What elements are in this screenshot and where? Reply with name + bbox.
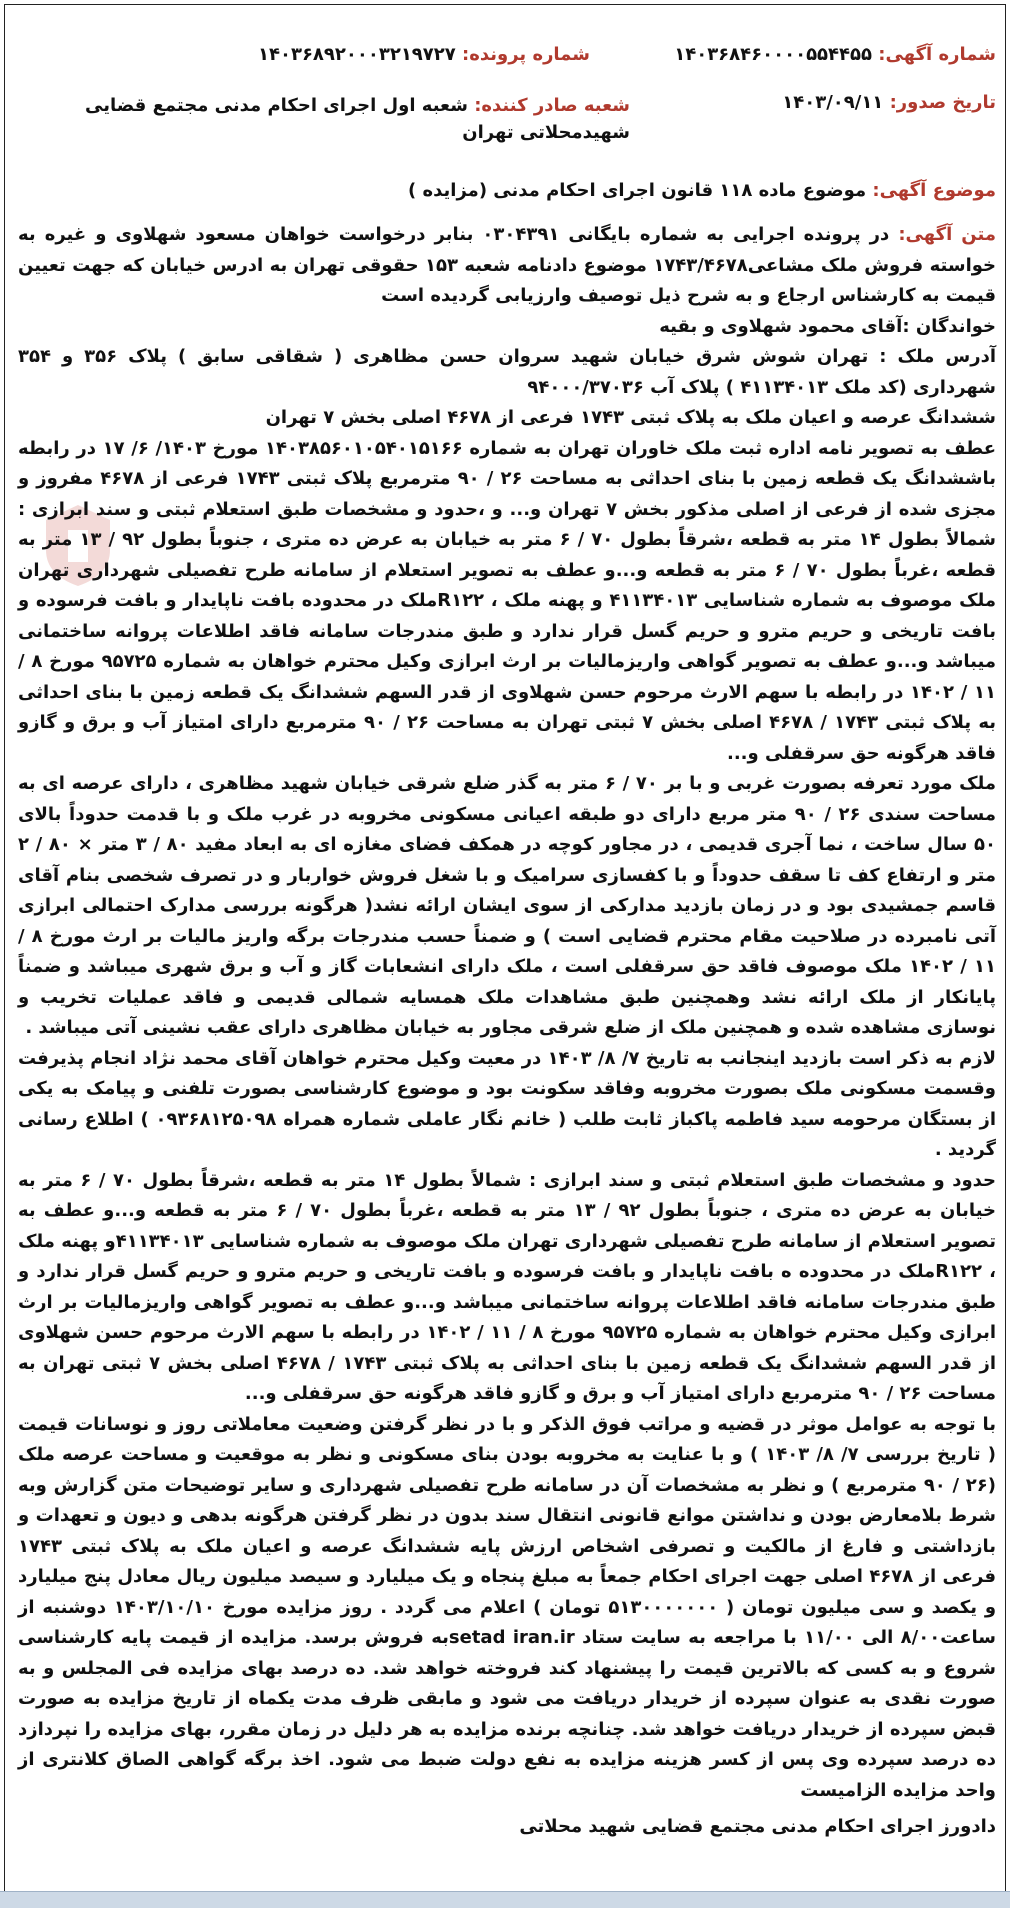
ad-body bbox=[18, 220, 996, 1843]
body-paragraph-3: آدرس ملک : تهران شوش شرق خیابان شهید سروان حسن مظاهری ( شقاقی سابق ) پلاک ۳۵۶ و ۳۵۴ شهرداری (کد ملک ۴۱۱۳۴۰۱۳ ) پلاک آب ۹۴۰۰۰/۳۷۰۳۶ bbox=[18, 346, 996, 398]
ad-number bbox=[674, 44, 996, 65]
body-paragraph-8: حدود و مشخصات طبق استعلام ثبتی و سند ابرازی : شمالاً بطول ۱۴ متر به قطعه ،شرقاً بطول ۷۰ / ۶ متر به خیابان به عرض ده متری ، جنوباً بطول ۹۲ / ۱۳ متر به قطعه ،غرباً بطول ۷۰ / ۶ متر به قطعه و...و عطف به تصویر استعلام از سامانه طرح تفصیلی شهرداری تهران ملک موصوف به شماره شناسایی ۴۱۱۳۴۰۱۳و پهنه ملک ، R۱۲۲ملک در محدوده ه بافت ناپایدار و بافت فرسوده و بافت تاریخی و حریم مترو و حریم گسل قرار ندارد و طبق مندرجات سامانه فاقد اطلاعات پروانه ساختمانی میباشد و...و عطف به تصویر گواهی واریزمالیات بر ارث ابرازی وکیل محترم خواهان به شماره ۹۵۷۲۵ مورخ ۸ / ۱۱ / ۱۴۰۲ در رابطه با سهم الارث مرحوم حسن شهلاوی از قدر السهم ششدانگ یک قطعه زمین با بنای احداثی به پلاک ثبتی ۱۷۴۳ / ۴۶۷۸ اصلی بخش ۷ ثبتی تهران به مساحت ۲۶ / ۹۰ مترمربع دارای امتیاز آب و برق و گازو فاقد هرگونه حق سرقفلی و... bbox=[18, 1169, 997, 1404]
issue-date bbox=[782, 92, 996, 113]
ad-number-value: ۱۴۰۳۶۸۴۶۰۰۰۰۵۵۴۴۵۵ bbox=[674, 44, 872, 65]
body-paragraph-7: لازم به ذکر است بازدید اینجانب به تاریخ ۷/ ۸/ ۱۴۰۳ در معیت وکیل محترم خواهان آقای محمد نژاد انجام پذیرفت وقسمت مسکونی ملک بصورت مخروبه وفاقد سکونت بود و موضوع کارشناسی بصورت تلفنی و پیامک به یکی از بستگان مرحومه سید فاطمه پاکباز ثابت طلب ( خانم نگار عاملی شماره همراه ۰۹۳۶۸۱۲۵۰۹۸ ) اطلاع رسانی گردید . bbox=[18, 1047, 997, 1160]
issue-date-label: تاریخ صدور: bbox=[889, 92, 996, 113]
issuing-branch-value: شعبه اول اجرای احکام مدنی مجتمع قضایی شهیدمحلاتی تهران bbox=[85, 95, 630, 143]
body-paragraph-4: ششدانگ عرصه و اعیان ملک به پلاک ثبتی ۱۷۴۳ فرعی از ۴۶۷۸ اصلی بخش ۷ تهران bbox=[265, 407, 996, 428]
case-number-value: ۱۴۰۳۶۸۹۲۰۰۰۳۲۱۹۷۲۷ bbox=[258, 44, 456, 65]
body-paragraph-1 bbox=[18, 220, 996, 312]
body-paragraph-2: خواندگان :آقای محمود شهلاوی و بقیه bbox=[659, 315, 996, 337]
bottom-bar bbox=[0, 1891, 1010, 1908]
body-paragraph-6: ملک مورد تعرفه بصورت غربی و با بر ۷۰ / ۶ متر به گذر ضلع شرقی خیابان شهید مظاهری ، دارای عرصه ای به مساحت سندی ۲۶ / ۹۰ متر مربع دارای دو طبقه اعیانی مسکونی مخروبه در غرب ملک و با قدمت حدوداً بالای ۵۰ سال ساخت ، نما آجری قدیمی ، در مجاور کوچه در همکف فضای مغازه ای به ابعاد مفید ۸۰ / ۳ متر × ۸۰ / ۲ متر و ارتفاع کف تا سقف حدوداً و با کفسازی سرامیک و با شغل فروش خواربار و در تصرف شخصی بنام آقای قاسم جمشیدی بود و در زمان بازدید مدارکی از سوی ایشان ارائه نشد( هرگونه بررسی مدارک احتمالی ابرازی آتی نامبرده در صلاحیت مقام محترم قضایی است ) و ضمناً حسب مندرجات برگه واریز مالیات بر ارث مورخ ۸ / ۱۱ / ۱۴۰۲ ملک موصوف فاقد حق سرقفلی است ، ملک دارای انشعابات گاز و آب و برق شهری میباشد و ضمناً پایانکار از ملک ارائه نشد وهمچنین طبق مشاهدات ملک همسایه شمالی قدیمی و فاقد عملیات تخریب و نوسازی مشاهده شده و همچنین ملک از ضلع شرقی مجاور به خیابان مظاهری دارای عقب نشینی آتی میباشد . bbox=[18, 773, 997, 1038]
ad-subject-value: موضوع ماده ۱۱۸ قانون اجرای احکام مدنی (مزایده ) bbox=[408, 180, 867, 201]
ad-subject bbox=[408, 180, 996, 201]
body-paragraph-1-text: در پرونده اجرایی به شماره بایگانی ۰۳۰۴۳۹۱ بنابر درخواست خواهان مسعود شهلاوی و غیره به خواسته فروش ملک مشاعی۱۷۴۳/۴۶۷۸ موضوع دادنامه شعبه ۱۵۳ حقوقی تهران به ادرس خیابان که جهت تعیین قیمت به کارشناس ارجاع و به شرح ذیل توصیف وارزیابی گردیده است bbox=[18, 224, 996, 306]
case-number bbox=[258, 44, 590, 65]
issuing-branch bbox=[70, 92, 630, 146]
ad-number-label: شماره آگهی: bbox=[878, 44, 996, 65]
issuing-branch-label: شعبه صادر کننده: bbox=[474, 95, 630, 116]
body-paragraph-5: عطف به تصویر نامه اداره ثبت ملک خاوران تهران به شماره ۱۴۰۳۸۵۶۰۱۰۵۴۰۱۵۱۶۶ مورخ ۱۴۰۳/ ۶/ ۱۷ در رابطه باششدانگ یک قطعه زمین با بنای احداثی به مساحت ۲۶ / ۹۰ مترمربع پلاک ثبتی ۱۷۴۳ فرعی از ۴۶۷۸ مفروز و مجزی شده از فرعی از اصلی مذکور بخش ۷ تهران و... و ،حدود و مشخصات طبق استعلام ثبتی و سند ابرازی : شمالاً بطول ۱۴ متر به قطعه ،شرقاً بطول ۷۰ / ۶ متر به خیابان به عرض ده متری ، جنوباً بطول ۹۲ / ۱۳ متر به قطعه ،غرباً بطول ۷۰ / ۶ متر به قطعه و...و عطف به تصویر استعلام از سامانه طرح تفصیلی شهرداری تهران ملک موصوف به شماره شناسایی ۴۱۱۳۴۰۱۳ و پهنه ملک ، R۱۲۲ملک در محدوده بافت ناپایدار و بافت فرسوده و بافت تاریخی و حریم مترو و حریم گسل قرار ندارد و طبق مندرجات سامانه فاقد اطلاعات پروانه ساختمانی میباشد و...و عطف به تصویر گواهی واریزمالیات بر ارث ابرازی وکیل محترم خواهان به شماره ۹۵۷۲۵ مورخ ۸ / ۱۱ / ۱۴۰۲ در رابطه با سهم الارث مرحوم حسن شهلاوی از قدر السهم ششدانگ یک قطعه زمین با بنای احداثی به پلاک ثبتی ۱۷۴۳ / ۴۶۷۸ اصلی بخش ۷ ثبتی تهران به مساحت ۲۶ / ۹۰ مترمربع دارای امتیاز آب و برق و گازو فاقد هرگونه حق سرقفلی و... bbox=[18, 437, 997, 764]
body-paragraph-9: با توجه به عوامل موثر در قضیه و مراتب فوق الذکر و با در نظر گرفتن وضعیت معاملاتی روز و نوسانات قیمت ( تاریخ بررسی ۷/ ۸/ ۱۴۰۳ ) و با عنایت به مخروبه بودن بنای مسکونی و نظر به موقعیت و مساحت عرصه ملک (۲۶ / ۹۰ مترمربع ) و نظر به مشخصات آن در سامانه طرح تفصیلی شهرداری و سایر توضیحات متن گزارش وبه شرط بلامعارض بودن و نداشتن موانع قانونی انتقال سند بدون در نظر گرفتن هرگونه بدهی و دیون و تعهدات و بازداشتی و فارغ از مالکیت و تصرفی اشخاص ارزش پایه ششدانگ عرصه و اعیان ملک به پلاک ثبتی ۱۷۴۳ فرعی از ۴۶۷۸ اصلی جهت اجرای احکام جمعاً به مبلغ پنجاه و یک میلیارد و سیصد میلیون ریال معادل پنج میلیارد و یکصد و سی میلیون تومان ( ۵۱۳۰۰۰۰۰۰۰ تومان ) اعلام می گردد . روز مزایده مورخ ۱۴۰۳/۱۰/۱۰ دوشنبه از ساعت۸/۰۰ الی ۱۱/۰۰ با مراجعه به سایت ستاد setad iran.irبه فروش برسد. مزایده از قیمت پایه کارشناسی شروع و به کسی که بالاترین قیمت را پیشنهاد کند فروخته خواهد شد. ده درصد بهای مزایده فی المجلس و به صورت نقدی به عنوان سپرده از خریدار دریافت می شود و مابقی ظرف مدت یکماه از تاریخ مزایده به صورت قبض سپرده از خریدار دریافت خواهد شد. چنانچه برنده مزایده به هر دلیل در زمان مقرر، بهای مزایده را نپردازد ده درصد سپرده وی پس از کسر هزینه مزایده به نفع دولت ضبط می شود. اخذ برگه گواهی الصاق کلانتری از واحد مزایده الزامیست bbox=[18, 1413, 997, 1801]
case-number-label: شماره پرونده: bbox=[462, 44, 590, 65]
ad-text-label: متن آگهی: bbox=[898, 224, 996, 245]
closing-signature: دادورز اجرای احکام مدنی مجتمع قضایی شهید محلاتی bbox=[519, 1816, 996, 1837]
issue-date-value: ۱۴۰۳/۰۹/۱۱ bbox=[782, 92, 884, 113]
ad-subject-label: موضوع آگهی: bbox=[872, 180, 996, 201]
